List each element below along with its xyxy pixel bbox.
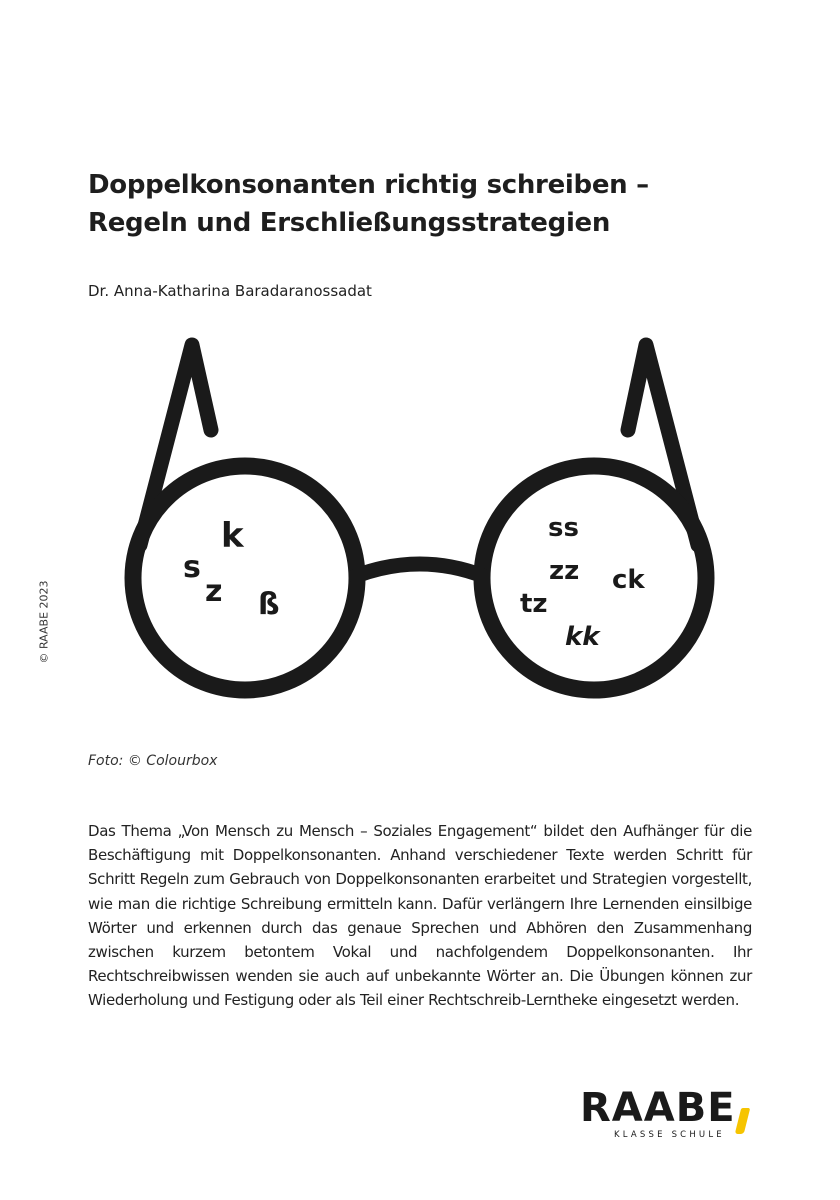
letters-tz: tz [520, 589, 548, 619]
photo-credit: Foto: © Colourbox [88, 753, 218, 769]
logo-wordmark: RAABE [580, 1085, 736, 1131]
letter-s: s [183, 550, 201, 585]
raabe-logo [580, 1086, 760, 1146]
title-line-1: Doppelkonsonanten richtig schreiben – [88, 170, 649, 200]
letters-ck: ck [612, 565, 645, 595]
left-lens-letters [183, 516, 280, 622]
author-name: Dr. Anna-Katharina Baradaranossadat [88, 282, 372, 300]
right-lens-letters [520, 513, 645, 652]
intro-paragraph: Das Thema „Von Mensch zu Mensch – Soziales Engagement“ bildet den Aufhänger für die Beschäftigung mit Doppelkonsonanten. Anhand verschiedener Texte werden Schritt für Schritt Regeln zum Gebrauch von Doppelkonsonanten erarbeitet und Strategien vorgestellt, wie man die richtige Schreibung ermitteln kann. Dafür verlängern Ihre Lernenden einsilbige Wörter und erkennen durch das genaue Sprechen und Abhören den Zusammenhang zwischen kurzem betontem Vokal und nachfolgendem Doppelkonsonanten. Ihr Rechtschreibwissen wenden sie auch auf unbekannte Wörter an. Die Übungen können zur Wiederholung und Festigung oder als Teil einer Rechtschreib-Lerntheke eingesetzt werden. [88, 822, 752, 1010]
glasses-bridge [356, 564, 483, 576]
letter-eszett: ß [258, 587, 280, 622]
letter-k: k [221, 516, 244, 556]
logo-comma-icon [735, 1108, 750, 1134]
right-lens [482, 466, 706, 690]
left-lens [133, 466, 357, 690]
side-copyright-notice: © RAABE 2023 [37, 580, 51, 664]
letters-kk: kk [565, 622, 600, 652]
letters-ss: ss [548, 513, 579, 543]
letter-z: z [205, 574, 223, 609]
logo-tagline: KLASSE SCHULE [614, 1130, 725, 1140]
letters-zz: zz [549, 556, 580, 586]
title-line-2: Regeln und Erschließungsstrategien [88, 208, 611, 238]
